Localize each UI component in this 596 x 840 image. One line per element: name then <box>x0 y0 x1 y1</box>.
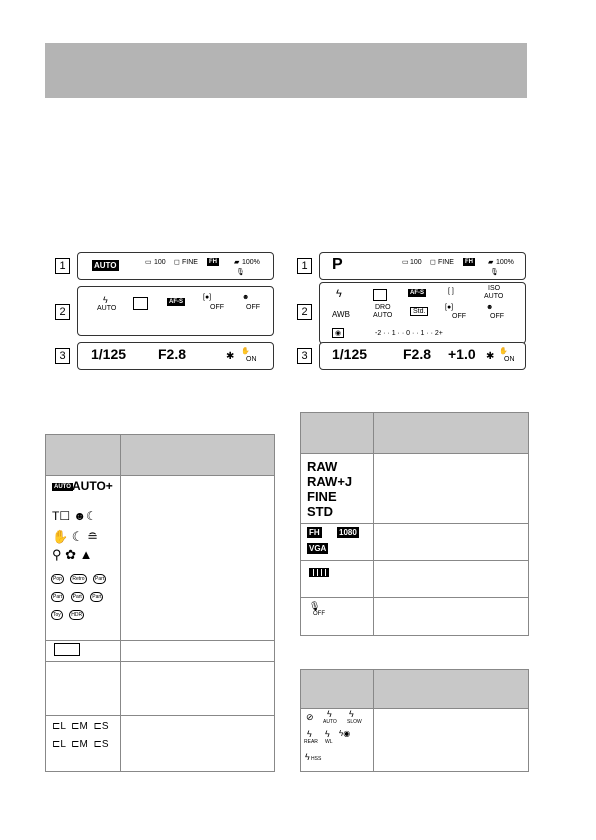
auto-mode-badge: AUTO <box>94 261 117 270</box>
memory-card-icon: ▭ <box>145 259 152 266</box>
left-screen-diagram <box>55 252 277 374</box>
af-mode-badge: AF-S <box>169 299 183 305</box>
callout-3: 3 <box>297 348 312 364</box>
part-icon-1: Part <box>95 576 105 582</box>
steadyshot-icon: ✋ <box>241 348 250 355</box>
memory-card-icon: ▭ <box>402 259 409 266</box>
part-icon-2: Part <box>53 594 63 600</box>
smile-off: OFF <box>490 313 504 320</box>
left-reference-table <box>45 434 275 772</box>
dro-label: DRO <box>375 304 391 311</box>
flash-wl-label: WL <box>325 739 333 745</box>
row-flash-modes <box>301 708 373 771</box>
vga-badge: VGA <box>309 544 327 553</box>
row-movie-size <box>301 523 528 561</box>
metering-icon: ◉ <box>332 328 344 338</box>
creative-style: Std. <box>410 307 428 316</box>
callout-1: 1 <box>55 258 70 274</box>
smile-icon: ☻ <box>242 294 250 301</box>
mic-off-icon: 🎙 <box>236 269 245 276</box>
steadyshot-on: ON <box>246 356 257 363</box>
flash-icon: ϟ <box>336 288 342 300</box>
smile-off: OFF <box>246 304 260 311</box>
ae-lock-icon: ✱ <box>226 351 235 362</box>
info-row-2 <box>77 286 274 336</box>
aperture-value: F2.8 <box>158 346 187 362</box>
callout-3: 3 <box>55 348 70 364</box>
quality-label: FINE <box>438 259 454 266</box>
info-row-3 <box>319 342 526 370</box>
memory-card-icon <box>54 643 80 656</box>
af-area-icon: [ ] <box>448 288 454 295</box>
auto-plus-label: AUTO+ <box>72 479 113 493</box>
table-header <box>301 413 528 454</box>
auto-icon: AUTO <box>54 484 71 490</box>
info-row-1 <box>77 252 274 280</box>
scene-icon-grid <box>50 567 114 621</box>
quality-raw: RAW <box>307 459 338 474</box>
flash-hss-icon: ϟ <box>305 752 310 762</box>
right-reference-table-2 <box>300 669 529 772</box>
part-icon-3: Part <box>72 594 82 600</box>
movie-size-badge: FH <box>465 259 473 265</box>
steadyshot-icon: ✋ <box>499 348 508 355</box>
flash-wl-icon: ϟ <box>325 729 330 739</box>
flash-auto-icon: ϟ <box>327 709 332 719</box>
battery-icon: ▰ <box>234 259 240 266</box>
wide-m-icon: ⊏ <box>71 739 80 750</box>
exposure-scale: -2 · · 1 · · 0 · · 1 · · 2+ <box>375 330 443 337</box>
callout-2: 2 <box>55 304 70 320</box>
battery-icon <box>309 568 329 577</box>
shutter-speed: 1/125 <box>332 346 368 362</box>
row-battery <box>301 560 528 598</box>
scene-icons-row1: T☐ ☻☾ <box>52 509 97 523</box>
quality-icon: ◻ <box>174 259 180 266</box>
1080-badge: 1080 <box>339 528 357 537</box>
face-detect-off: OFF <box>452 313 466 320</box>
flash-slow-icon: ϟ <box>349 709 354 719</box>
face-detect-off: OFF <box>210 304 224 311</box>
shots-remaining: 100 <box>154 259 166 266</box>
info-row-1 <box>319 252 526 280</box>
quality-label: FINE <box>182 259 198 266</box>
mic-off-icon: 🎙 <box>490 269 499 276</box>
callout-1: 1 <box>297 258 312 274</box>
part-icon-4: Part <box>92 594 102 600</box>
flash-rear-label: REAR <box>304 739 318 745</box>
hdr-icon: HDR <box>71 612 83 618</box>
flash-rear-icon: ϟ <box>307 729 312 739</box>
row-scene-modes <box>46 475 274 641</box>
flash-auto-label: AUTO <box>97 305 117 312</box>
quality-std: STD <box>307 504 333 519</box>
steadyshot-on: ON <box>504 356 515 363</box>
aperture-value: F2.8 <box>403 346 432 362</box>
column-divider <box>373 670 374 771</box>
flash-redeye-icon: ϟ◉ <box>339 729 351 738</box>
toy-icon: Toy <box>53 612 61 618</box>
wide-l-icon: ⊏ <box>52 739 61 750</box>
mic-off-label: OFF <box>313 611 325 617</box>
battery-icon: ▰ <box>488 259 494 266</box>
af-mode-badge: AF-S <box>410 290 424 296</box>
white-balance: AWB <box>332 310 350 319</box>
iso-label: ISO <box>488 285 501 292</box>
quality-list <box>307 459 352 519</box>
drive-single-icon <box>133 297 148 310</box>
info-row-2 <box>319 282 526 344</box>
flash-auto-label: AUTO <box>323 719 337 725</box>
fh-badge: FH <box>309 528 320 537</box>
exposure-comp: +1.0 <box>448 346 476 362</box>
flash-icon: ϟ <box>103 295 108 305</box>
size-m-icon: ⊏ <box>71 721 80 732</box>
row-empty <box>46 661 274 716</box>
size-s-icon: ⊏ <box>93 721 102 732</box>
right-screen-diagram <box>297 252 529 374</box>
wide-s-icon: ⊏ <box>93 739 102 750</box>
row-mic <box>301 597 528 635</box>
row-memory-card <box>46 640 274 662</box>
ae-lock-icon: ✱ <box>486 351 495 362</box>
flash-off-icon: ⊘ <box>306 712 314 722</box>
smile-icon: ☻ <box>486 304 494 311</box>
iso-auto: AUTO <box>484 293 504 300</box>
movie-size-badge: FH <box>209 259 217 265</box>
right-reference-table-1 <box>300 412 529 636</box>
quality-raw-j: RAW+J <box>307 474 353 489</box>
face-detect-icon: [●] <box>445 304 454 311</box>
scene-icons-row3: ⚲ ✿ ▲ <box>52 547 93 562</box>
flash-hss-label: HSS <box>311 756 322 762</box>
dro-auto: AUTO <box>373 312 393 319</box>
table-header <box>301 670 528 709</box>
callout-2: 2 <box>297 304 312 320</box>
size-l-icon: ⊏ <box>52 721 61 732</box>
face-detect-icon: [●] <box>203 294 212 301</box>
drive-single-icon <box>373 289 387 301</box>
mode-p: P <box>332 256 343 273</box>
info-row-3 <box>77 342 274 370</box>
row-quality <box>301 453 528 524</box>
retro-icon: Retro <box>72 576 85 582</box>
flash-slow-label: SLOW <box>347 719 362 725</box>
quality-icon: ◻ <box>430 259 436 266</box>
pop-icon: Pop <box>53 576 62 582</box>
shutter-speed: 1/125 <box>91 346 127 362</box>
scene-icons-row2: ✋ ☾ ≘ <box>52 529 98 544</box>
size-icons-bottom: ⊏L ⊏M ⊏S <box>52 739 109 750</box>
size-icons-top: ⊏L ⊏M ⊏S <box>52 721 109 732</box>
shots-remaining: 100 <box>410 259 422 266</box>
battery-level: 100% <box>496 259 514 266</box>
mic-icon: 🎙 <box>309 601 321 611</box>
section-header-bar <box>45 43 527 98</box>
quality-fine: FINE <box>307 489 337 504</box>
table-header <box>46 435 274 476</box>
row-image-size <box>46 715 274 771</box>
battery-level: 100% <box>242 259 260 266</box>
